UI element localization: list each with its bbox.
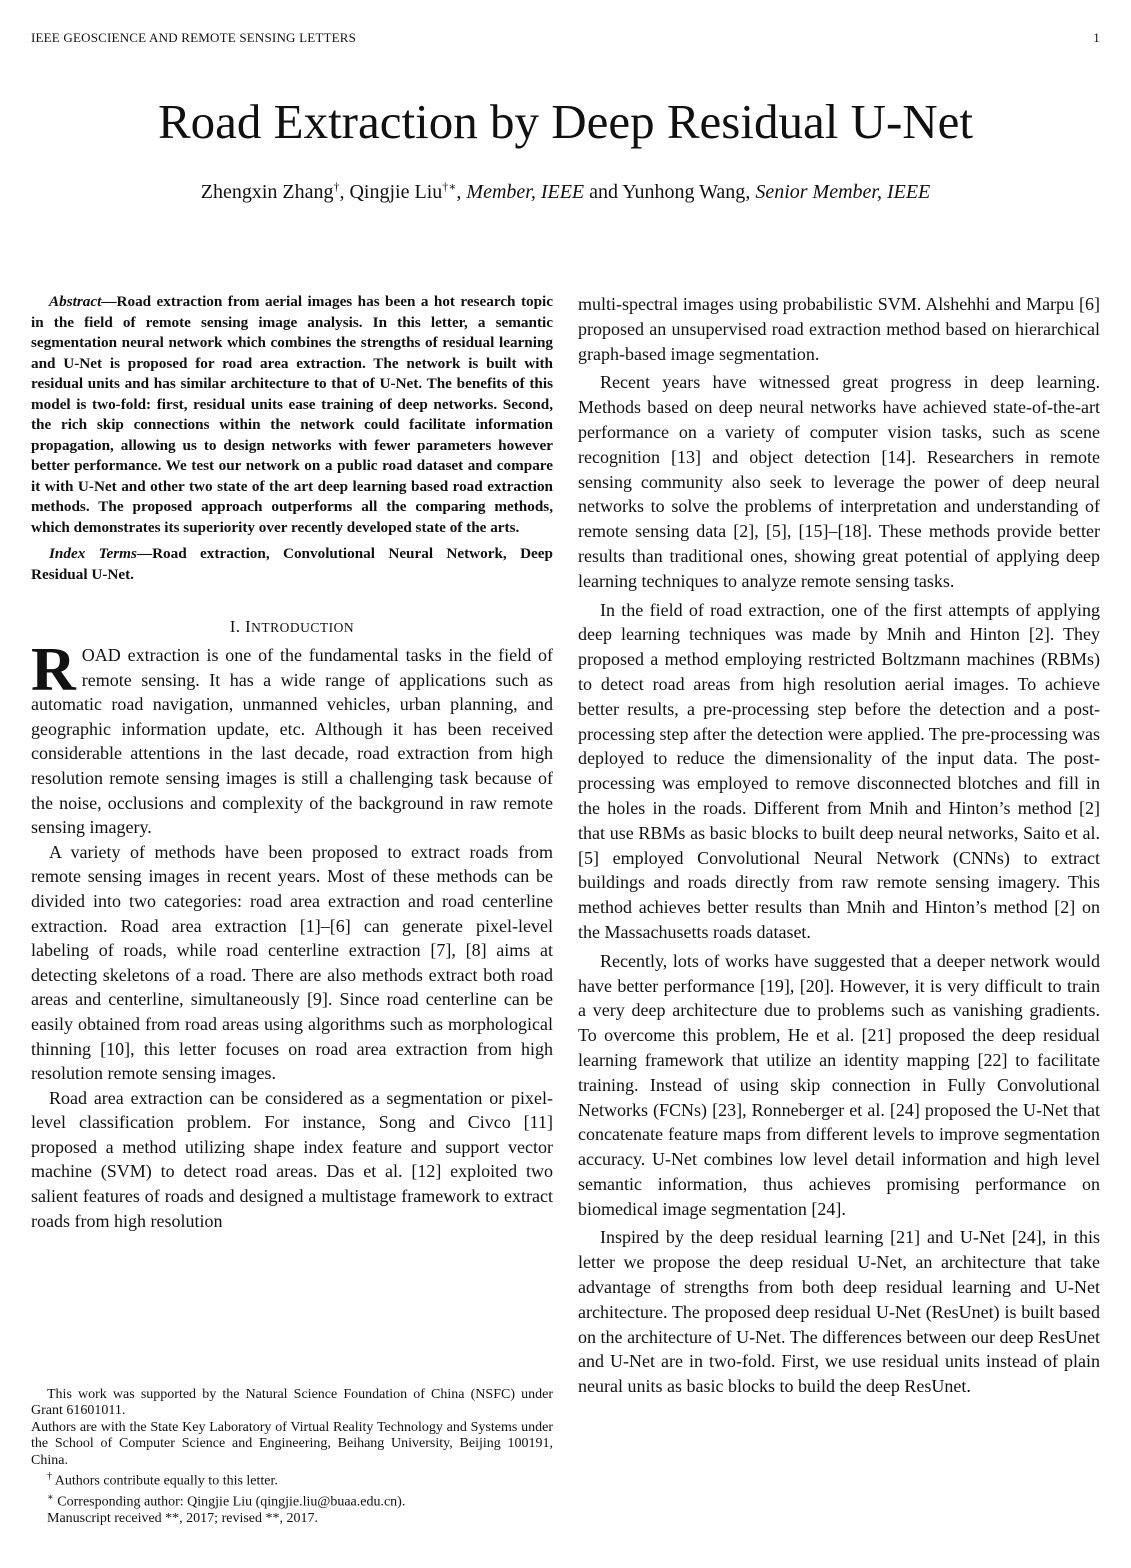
footnote-mark: ∗ <box>47 1492 54 1504</box>
footnote: This work was supported by the Natural Science Foundation of China (NSFC) under Grant 61601011. <box>31 1387 553 1419</box>
author-role: Member, IEEE <box>466 181 585 203</box>
abstract-label: Abstract <box>49 293 102 310</box>
author-name: Yunhong Wang <box>622 181 746 203</box>
footnote-text: Corresponding author: Qingjie Liu (qingjie.liu@buaa.edu.cn). <box>53 1494 406 1510</box>
index-terms-text: —Road extraction, Convolutional Neural Network, Deep Residual U-Net. <box>31 545 553 583</box>
right-column <box>578 292 1100 1403</box>
abstract <box>31 292 553 538</box>
author-name: Qingjie Liu <box>349 181 443 203</box>
section-number: I. I <box>229 617 252 636</box>
body-paragraph: Road area extraction can be considered as a segmentation or pixel-level classification problem. For instance, Song and Civco [11] proposed a method utilizing shape index feature and support vector machine (SVM) to detect road areas. Das et al. [12] exploited two salient features of roads and designed a multistage framework to extract roads from high resolution <box>31 1087 553 1231</box>
body-paragraph: In the field of road extraction, one of the first attempts of applying deep learning techniques was made by Mnih and Hinton [2]. They proposed a method employing restricted Boltzmann machines (RBMs) to detect road areas from high resolution aerial images. To achieve better results, a pre-processing step before the detection and a post-processing step after the detection were applied. The pre-processing was deployed to reduce the dimensionality of the input data. The post-processing was employed to remove disconnected blotches and fill in the holes in the roads. Different from Mnih and Hinton’s method [2] that use RBMs as basic blocks to built deep neural networks, Saito et al. [5] employed Convolutional Neural Network (CNNs) to extract buildings and roads directly from raw remote sensing imagery. This method achieves better results than Mnih and Hinton’s method [2] on the Massachusetts roads dataset. <box>578 599 1100 942</box>
author-mark: †∗ <box>442 179 457 194</box>
footnotes <box>31 1387 553 1528</box>
body-paragraph: Inspired by the deep residual learning [21] and U-Net [24], in this letter we propose the deep residual U-Net, an architecture that take advantage of strengths from both deep residual learning and U-Net architecture. The proposed deep residual U-Net (ResUnet) is built based on the architecture of U-Net. The differences between our deep ResUnet and U-Net are in two-fold. First, we use residual units instead of plain neural units as basic blocks to build the deep ResUnet. <box>578 1227 1100 1397</box>
footnote-text: Authors contribute equally to this letter. <box>52 1473 278 1489</box>
section-heading <box>31 617 553 637</box>
body-paragraph: Recent years have witnessed great progress in deep learning. Methods based on deep neural networks have achieved state-of-the-art performance on a variety of computer vision tasks, such as scene recognition [13] and object detection [14]. Researchers in remote sensing community also seek to leverage the power of deep neural networks to solve the problems of interpretation and understanding of remote sensing data [2], [5], [15]–[18]. These methods provide better results than traditional ones, showing great potential of applying deep learning techniques to analyze remote sensing tasks. <box>578 372 1100 591</box>
body-paragraph: A variety of methods have been proposed to extract roads from remote sensing images in recent years. Most of these methods can be divided into two categories: road area extraction and road centerline extraction. Road area extraction [1]–[6] can generate pixel-level labeling of roads, while road centerline extraction [7], [8] aims at detecting skeletons of a road. There are also methods extract both road areas and centerline, simultaneously [9]. Since road centerline can be easily obtained from road areas using algorithms such as morphological thinning [10], this letter focuses on road area extraction from high resolution remote sensing images. <box>31 841 553 1084</box>
author-separator: , <box>456 181 467 203</box>
paragraph-text: OAD extraction is one of the fundamental tasks in the field of remote sensing. It has a wide range of applications such as automatic road navigation, unmanned vehicles, urban planning, and geographic information update, etc. Although it has been received considerable attentions in the last decade, road extraction from high resolution remote sensing images is still a challenging task because of the noise, occlusions and complexity of the background in raw remote sensing imagery. <box>31 645 553 838</box>
abstract-text: —Road extraction from aerial images has been a hot research topic in the field of remote sensing image analysis. In this letter, a semantic segmentation neural network which combines the strengths of residual learning and U-Net is proposed for road area extraction. The network is built with residual units and has similar architecture to that of U-Net. The benefits of this model is two-fold: first, residual units ease training of deep networks. Second, the rich skip connections within the network could facilitate information propagation, allowing us to design networks with fewer parameters however better performance. We test our network on a public road dataset and compare it with U-Net and other two state of the art deep learning based road extraction methods. The proposed approach outperforms all the comparing methods, which demonstrates its superiority over recently developed state of the arts. <box>31 293 553 536</box>
author-name: Zhengxin Zhang <box>200 181 334 203</box>
running-head <box>31 30 1100 46</box>
footnote: Authors are with the State Key Laboratory of Virtual Reality Technology and Systems under the School of Computer Science and Engineering, Beihang University, Beijing 100191, China. <box>31 1419 553 1468</box>
author-separator: , <box>745 181 756 203</box>
body-paragraph <box>31 636 553 840</box>
paper-title: Road Extraction by Deep Residual U-Net <box>157 94 974 149</box>
index-terms-label: Index Terms <box>49 545 137 562</box>
body-paragraph: Recently, lots of works have suggested that a deeper network would have better performance [19], [20]. However, it is very difficult to train a very deep architecture due to problems such as vanishing gradients. To overcome this problem, He et al. [21] proposed the deep residual learning framework that utilize an identity mapping [22] to facilitate training. Instead of using skip connection in Fully Convolutional Networks (FCNs) [23], Ronneberger et al. [24] proposed the U-Net that concatenate feature maps from different levels to improve segmentation accuracy. U-Net combines low level detail information and high level semantic information, thus achieves promising performance on biomedical image segmentation [24]. <box>578 950 1100 1219</box>
page-number: 1 <box>1093 30 1100 45</box>
author-role: Senior Member, IEEE <box>755 181 931 203</box>
footnote <box>31 1469 553 1490</box>
body-paragraph: multi-spectral images using probabilistic SVM. Alshehhi and Marpu [6] proposed an unsupervised road extraction method based on hierarchical graph-based image segmentation. <box>578 294 1100 364</box>
left-column <box>31 292 553 1233</box>
footnote: Manuscript received **, 2017; revised **, 2017. <box>47 1511 318 1527</box>
author-mark: † <box>333 179 340 194</box>
section-title: NTRODUCTION <box>251 620 355 635</box>
author-separator: , <box>339 181 350 203</box>
author-separator: and <box>584 181 623 203</box>
index-terms <box>31 544 553 585</box>
drop-cap: R <box>31 636 76 704</box>
footnote <box>31 1490 553 1511</box>
journal-name: IEEE GEOSCIENCE AND REMOTE SENSING LETTERS <box>31 30 357 45</box>
author-line <box>0 178 1131 206</box>
footnote-mark: † <box>47 1471 52 1483</box>
